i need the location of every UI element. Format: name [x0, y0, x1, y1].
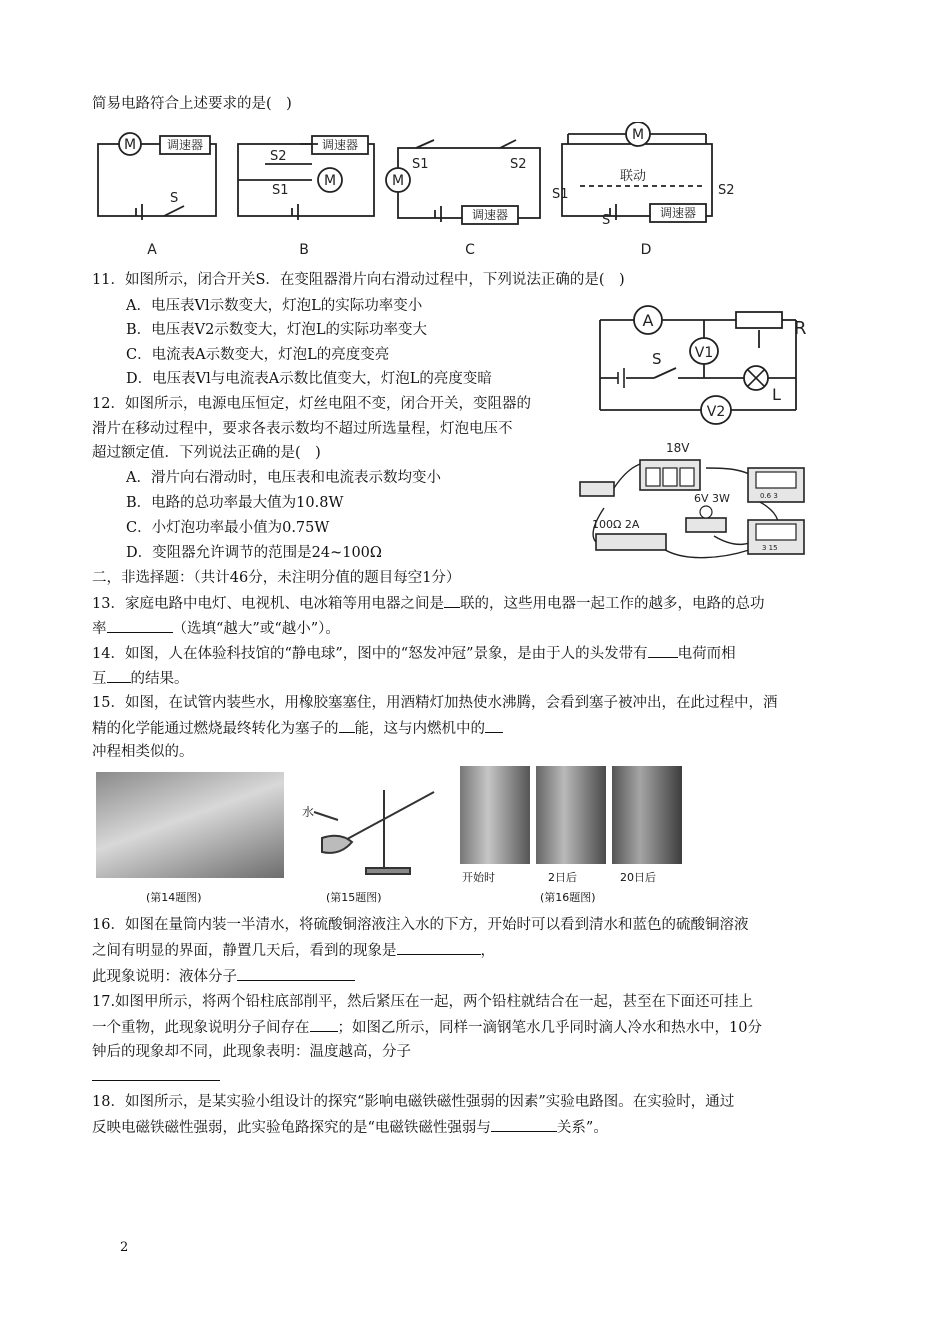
switch-s-d: S: [602, 213, 611, 228]
lamp-rating-label: 6V 3W: [694, 492, 730, 505]
option-label-c: C: [465, 242, 475, 258]
q14-text-2: 电荷而相: [677, 646, 736, 662]
question-16-line2: [92, 940, 495, 961]
caption-15: (第15题图): [326, 891, 382, 904]
section-2-heading: 二，非选择题：（共计46分，未注明分值的题目每空1分）: [92, 570, 461, 586]
question-12-line2: 滑片在移动过程中，要求各表示数均不超过所选量程，灯泡电压不: [92, 421, 513, 437]
option-label-a: A: [147, 242, 157, 258]
v1-label: V1: [694, 345, 714, 361]
caption-14: (第14题图): [146, 891, 202, 904]
controller-d: 调速器: [659, 206, 697, 220]
option-label-b: B: [299, 242, 309, 258]
circuit-options-figure: [90, 122, 770, 262]
question-17-line3: 钟后的现象却不同，此现象表明：温度越高，分子: [92, 1044, 411, 1060]
q18-blank-1[interactable]: [491, 1117, 557, 1132]
cylinder-day20-photo: [612, 766, 682, 864]
q11-circuit-figure: [596, 300, 816, 440]
label-day20: 20日后: [620, 871, 656, 884]
q17-text-1: 一个重物，此现象说明分子间存在: [92, 1020, 310, 1036]
q13-blank-1[interactable]: [444, 593, 460, 608]
static-ball-photo: [96, 772, 284, 878]
q13-text-4: （选填“越大”或“越小”）。: [172, 621, 340, 637]
controller-a: 调速器: [166, 138, 204, 152]
q11-option-b: B．电压表V2示数变大，灯泡L的实际功率变大: [126, 322, 427, 338]
controller-b: 调速器: [321, 138, 359, 152]
q15-blank-2[interactable]: [485, 718, 503, 733]
question-15-line2: [92, 718, 503, 739]
q18-text-1: 反映电磁铁磁性强弱，此实验龟路探究的是“电磁铁磁性强弱与: [92, 1120, 491, 1136]
q11-option-c: C．电流表A示数变大，灯泡L的亮度变亮: [126, 347, 390, 363]
question-13-line2: [92, 618, 340, 639]
voltmeter-scale-label: 3 15: [762, 544, 778, 552]
question-13-line1: [92, 593, 764, 614]
question-15-line1: 15．如图，在试管内装些水，用橡胶塞塞住，用酒精灯加热使水沸腾，会看到塞子被冲出，在此过程中，酒: [92, 695, 778, 711]
switch-s1-d: S1: [552, 187, 569, 202]
question-17-line1: 17.如图甲所示，将两个铅柱底部削平，然后紧压在一起，两个铅柱就结合在一起，甚至在下面还可挂上: [92, 994, 754, 1010]
q17-blank-1[interactable]: [310, 1017, 338, 1032]
question-12-line1: 12．如图所示，电源电压恒定，灯丝电阻不变，闭合开关，变阻器的: [92, 396, 531, 412]
battery-voltage-label: 18V: [666, 441, 690, 455]
question-14-line1: [92, 643, 736, 664]
switch-s2-b: S2: [270, 149, 287, 164]
option-label-d: D: [640, 242, 652, 258]
q11-option-a: A．电压表Vl示数变大，灯泡L的实际功率变小: [126, 298, 423, 314]
rheostat-rating-label: 100Ω 2A: [592, 518, 640, 531]
q12-option-c: C．小灯泡功率最小值为0.75W: [126, 520, 330, 536]
switch-s2-c: S2: [510, 157, 527, 172]
question-18-line1: 18．如图所示，是某实验小组设计的探究“影响电磁铁磁性强弱的因素”实验电路图。在实验时，通过: [92, 1094, 735, 1110]
rheostat-r-label: R: [794, 318, 807, 339]
q16-blank-2[interactable]: [237, 966, 355, 981]
question-15-line3: 冲程相类似的。: [92, 744, 194, 760]
q17-text-2: ；如图乙所示，同样一滴钢笔水几乎同时滴人冷水和热水中，10分: [337, 1020, 762, 1036]
q13-text-1: 13．家庭电路中电灯、电视机、电冰箱等用电器之间是: [92, 596, 444, 612]
switch-s1-c: S1: [412, 157, 429, 172]
q15-text-1: 精的化学能通过燃烧最终转化为塞子的: [92, 721, 339, 737]
q14-text-4: 的结果。: [130, 671, 189, 687]
switch-s2-d: S2: [718, 183, 735, 198]
q16-blank-1[interactable]: [397, 940, 481, 955]
question-16-line3: [92, 966, 355, 987]
v2-label: V2: [706, 404, 726, 420]
switch-s1-b: S1: [272, 183, 289, 198]
cylinder-start-photo: [460, 766, 530, 864]
q13-text-2: 联的，这些用电器一起工作的越多，电路的总功: [459, 596, 765, 612]
motor-symbol-b: M: [323, 173, 337, 189]
question-11-stem: 11．如图所示，闭合开关S．在变阻器滑片向右滑动过程中，下列说法正确的是( ): [92, 272, 625, 288]
q16-text-3: 此现象说明：液体分子: [92, 969, 237, 985]
lamp-l-label: L: [772, 385, 781, 404]
q16-text-1: 之间有明显的界面，静置几天后，看到的现象是: [92, 943, 397, 959]
q13-text-3: 率: [92, 621, 107, 637]
motor-symbol-c: M: [391, 173, 405, 189]
q16-text-2: ，: [480, 943, 495, 959]
q14-text-3: 互: [92, 671, 107, 687]
q15-text-2: 能，这与内燃机中的: [354, 721, 485, 737]
switch-s-a: S: [170, 191, 179, 206]
motor-symbol-d: M: [631, 127, 645, 143]
q17-blank-2[interactable]: [92, 1080, 220, 1081]
q14-text-1: 14．如图，人在体验科技馆的“静电球”，图中的“怒发冲冠”景象，是由于人的头发带有: [92, 646, 648, 662]
q14-blank-2[interactable]: [107, 668, 131, 683]
cylinder-day2-photo: [536, 766, 606, 864]
q12-option-b: B．电路的总功率最大值为10.8W: [126, 495, 344, 511]
q11-option-d: D．电压表Vl与电流表A示数比值变大，灯泡L的亮度变暗: [126, 371, 492, 387]
question-10-tail: 简易电路符合上述要求的是( ): [92, 96, 292, 112]
question-12-line3: 超过额定值．下列说法正确的是( ): [92, 445, 321, 461]
caption-16: (第16题图): [540, 891, 596, 904]
water-label: 水: [302, 805, 315, 819]
page-number: 2: [120, 1240, 129, 1255]
ammeter-scale-label: 0.6 3: [760, 492, 778, 500]
controller-c: 调速器: [471, 208, 509, 222]
label-day2: 2日后: [548, 871, 577, 884]
question-14-line2: [92, 668, 189, 689]
q12-apparatus-figure: [574, 438, 824, 578]
motor-symbol-a: M: [123, 137, 137, 153]
q18-text-2: 关系”。: [556, 1120, 608, 1136]
linked-label: 联动: [620, 169, 647, 184]
question-16-line1: 16．如图在量筒内装一半清水，将硫酸铜溶液注入水的下方，开始时可以看到清水和蓝色的硫酸铜溶液: [92, 917, 749, 933]
q15-blank-1[interactable]: [339, 718, 355, 733]
q13-blank-2[interactable]: [107, 618, 173, 633]
q12-option-a: A．滑片向右滑动时，电压表和电流表示数均变小: [126, 470, 441, 486]
ammeter-label: A: [642, 311, 654, 330]
test-tube-heating-figure: [292, 772, 444, 882]
q12-option-d: D．变阻器允许调节的范围是24~100Ω: [126, 545, 382, 561]
question-18-line2: [92, 1117, 608, 1138]
label-start: 开始时: [462, 871, 495, 884]
question-17-line2: [92, 1017, 762, 1038]
switch-s-label: S: [652, 350, 662, 368]
q14-blank-1[interactable]: [648, 643, 678, 658]
